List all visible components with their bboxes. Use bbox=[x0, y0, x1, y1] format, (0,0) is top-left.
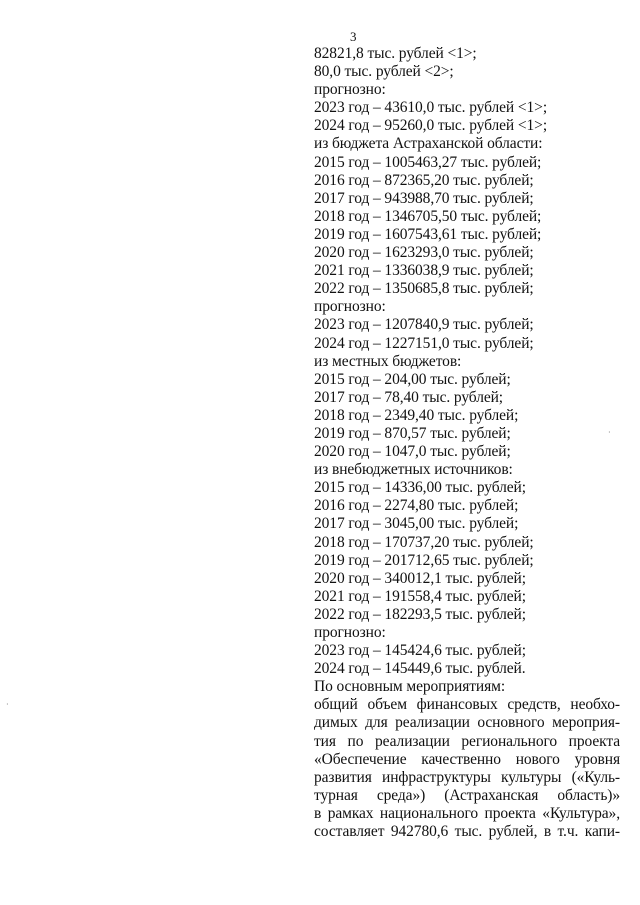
text-line: 2024 год – 145449,6 тыс. рублей. bbox=[314, 660, 526, 678]
text-line: 2020 год – 340012,1 тыс. рублей; bbox=[314, 569, 526, 587]
text-line: 80,0 тыс. рублей <2>; bbox=[314, 63, 454, 81]
text-line: прогнозно: bbox=[314, 81, 386, 99]
text-line: 2016 год – 2274,80 тыс. рублей; bbox=[314, 497, 519, 515]
text-line: 82821,8 тыс. рублей <1>; bbox=[314, 45, 477, 62]
page-number: 3 bbox=[350, 29, 357, 44]
text-line: 2019 год – 870,57 тыс. рублей; bbox=[314, 424, 511, 442]
paragraph-line: общий объем финансовых средств, необхо- bbox=[314, 696, 620, 714]
text-line: 2017 год – 943988,70 тыс. рублей; bbox=[314, 189, 534, 207]
paragraph-line: в рамках национального проекта «Культура», bbox=[314, 804, 620, 822]
text-line: 2015 год – 1005463,27 тыс. рублей; bbox=[314, 153, 542, 171]
paragraph-line: «Обеспечение качественно нового уровня bbox=[314, 750, 620, 768]
text-line: 2015 год – 204,00 тыс. рублей; bbox=[314, 370, 511, 388]
scan-speck: · bbox=[608, 428, 611, 437]
text-line: 2021 год – 1336038,9 тыс. рублей; bbox=[314, 262, 534, 280]
paragraph-line: димых для реализации основного мероприя- bbox=[314, 714, 620, 732]
text-line: из местных бюджетов: bbox=[314, 352, 462, 370]
text-line: 2016 год – 872365,20 тыс. рублей; bbox=[314, 171, 534, 189]
text-line: из бюджета Астраханской области: bbox=[314, 135, 543, 153]
paragraph-line: тия по реализации регионального проекта bbox=[314, 732, 620, 750]
text-line: 2018 год – 2349,40 тыс. рублей; bbox=[314, 406, 519, 424]
text-line: 2024 год – 95260,0 тыс. рублей <1>; bbox=[314, 117, 548, 135]
financing-lines bbox=[314, 45, 620, 696]
text-line: 2015 год – 14336,00 тыс. рублей; bbox=[314, 479, 526, 497]
text-line: из внебюджетных источников: bbox=[314, 461, 513, 479]
text-line: 2021 год – 191558,4 тыс. рублей; bbox=[314, 587, 526, 605]
text-line: 2023 год – 43610,0 тыс. рублей <1>; bbox=[314, 99, 548, 117]
paragraph-line: развития инфраструктуры культуры («Куль- bbox=[314, 768, 620, 786]
paragraph-line: турная среда») (Астраханская область)» bbox=[314, 786, 620, 804]
text-line: 2020 год – 1623293,0 тыс. рублей; bbox=[314, 244, 534, 262]
text-line: 2022 год – 182293,5 тыс. рублей; bbox=[314, 605, 526, 623]
text-line: 2018 год – 1346705,50 тыс. рублей; bbox=[314, 207, 542, 225]
text-line: 2023 год – 1207840,9 тыс. рублей; bbox=[314, 316, 534, 334]
text-line: 2017 год – 3045,00 тыс. рублей; bbox=[314, 515, 519, 533]
text-line: 2020 год – 1047,0 тыс. рублей; bbox=[314, 443, 511, 461]
text-line: прогнозно: bbox=[314, 624, 386, 641]
paragraph-line: составляет 942780,6 тыс. рублей, в т.ч. капи- bbox=[314, 823, 620, 841]
text-line: 2022 год – 1350685,8 тыс. рублей; bbox=[314, 280, 534, 298]
text-line: 2017 год – 78,40 тыс. рублей; bbox=[314, 388, 504, 406]
text-line: 2019 год – 201712,65 тыс. рублей; bbox=[314, 551, 534, 569]
measures-paragraph bbox=[314, 696, 620, 841]
text-line: 2024 год – 1227151,0 тыс. рублей; bbox=[314, 334, 534, 352]
text-line: 2019 год – 1607543,61 тыс. рублей; bbox=[314, 225, 542, 243]
text-line: 2023 год – 145424,6 тыс. рублей; bbox=[314, 642, 526, 660]
scan-speck: · bbox=[6, 700, 9, 709]
text-line: прогнозно: bbox=[314, 298, 386, 316]
text-line: 2018 год – 170737,20 тыс. рублей; bbox=[314, 533, 534, 551]
text-line: По основным мероприятиям: bbox=[314, 678, 506, 696]
text-column bbox=[314, 45, 620, 841]
